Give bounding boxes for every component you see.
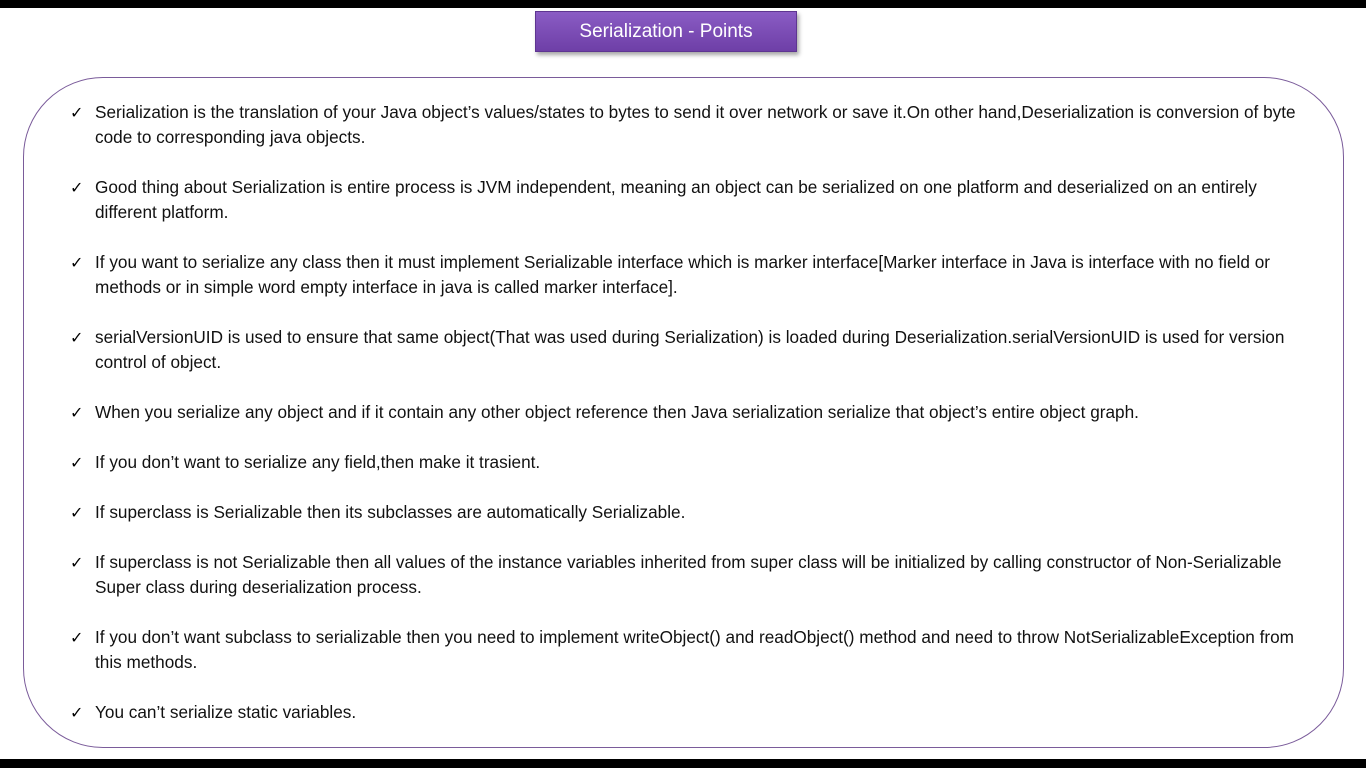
- check-icon: ✓: [70, 503, 84, 522]
- list-item: [68, 250, 1304, 300]
- point-text: Serialization is the translation of your Java object’s values/states to bytes to send it over network or save it.On other hand,Deserialization is conversion of byte code to corresponding java objects.: [95, 102, 1296, 147]
- point-text: serialVersionUID is used to ensure that same object(That was used during Serialization) is loaded during Deserialization.serialVersionUID is used for version control of object.: [95, 327, 1285, 372]
- check-icon: ✓: [70, 253, 84, 272]
- point-text: If superclass is not Serializable then all values of the instance variables inherited from super class will be initialized by calling constructor of Non-Serializable Super class during deserialization process.: [95, 552, 1282, 597]
- check-icon: ✓: [70, 328, 84, 347]
- point-text: If superclass is Serializable then its subclasses are automatically Serializable.: [95, 502, 686, 522]
- point-text: If you don’t want subclass to serializable then you need to implement writeObject() and readObject() method and need to throw NotSerializableException from this methods.: [95, 627, 1294, 672]
- point-text: If you don’t want to serialize any field,then make it trasient.: [95, 452, 541, 472]
- check-icon: ✓: [70, 103, 84, 122]
- list-item: [68, 550, 1304, 600]
- list-item: [68, 400, 1304, 425]
- list-item: [68, 700, 1304, 725]
- list-item: [68, 100, 1304, 150]
- check-icon: ✓: [70, 553, 84, 572]
- list-item: [68, 175, 1304, 225]
- list-item: [68, 625, 1304, 675]
- check-icon: ✓: [70, 178, 84, 197]
- point-text: Good thing about Serialization is entire process is JVM independent, meaning an object can be serialized on one platform and deserialized on an entirely different platform.: [95, 177, 1257, 222]
- slide: [0, 8, 1366, 759]
- point-text: If you want to serialize any class then it must implement Serializable interface which is marker interface[Marker interface in Java is interface with no field or methods or in simple word empty interface in java is called marker interface].: [95, 252, 1270, 297]
- point-text: When you serialize any object and if it contain any other object reference then Java serialization serialize that object’s entire object graph.: [95, 402, 1139, 422]
- points-list: [68, 100, 1304, 750]
- check-icon: ✓: [70, 403, 84, 422]
- list-item: [68, 325, 1304, 375]
- check-icon: ✓: [70, 453, 84, 472]
- slide-title: Serialization - Points: [535, 11, 797, 52]
- list-item: [68, 450, 1304, 475]
- list-item: [68, 500, 1304, 525]
- point-text: You can’t serialize static variables.: [95, 702, 357, 722]
- check-icon: ✓: [70, 703, 84, 722]
- check-icon: ✓: [70, 628, 84, 647]
